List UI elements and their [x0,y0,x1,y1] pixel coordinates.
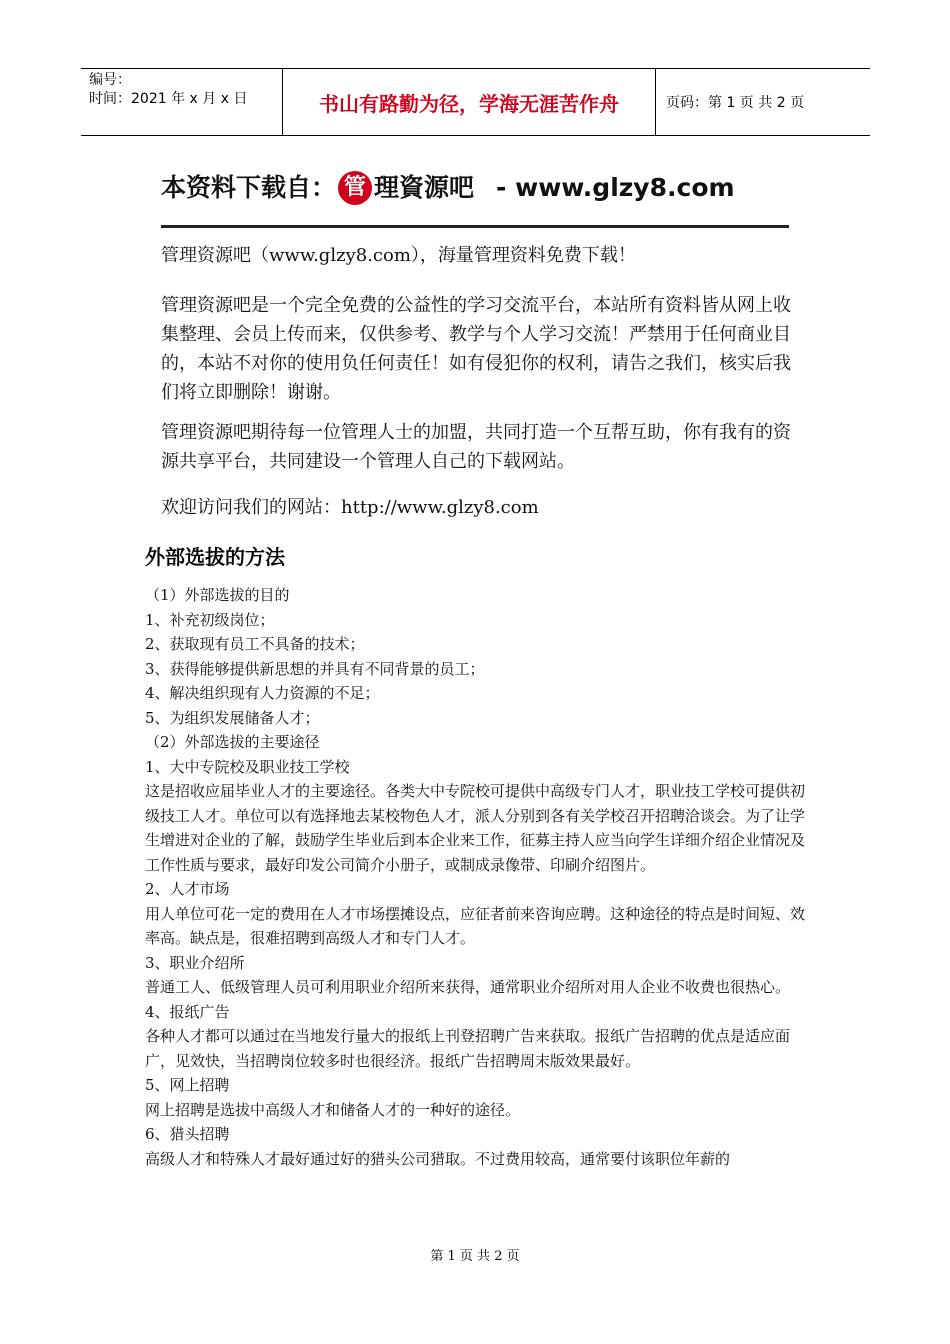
body-line: 这是招收应届毕业人才的主要途径。各类大中专院校可提供中高级专门人才，职业技工学校可提供初级技工人才。单位可以有选择地去某校物色人才，派人分别到各有关学校召开招聘洽谈会。为了让学生增进对企业的了解，鼓励学生毕业后到本企业来工作，征募主持人应当向学生详细介绍企业情况及工作性质与要求，最好印发公司简介小册子，或制成录像带、印刷介绍图片。 [145,782,806,874]
intro-paragraph-2: 管理资源吧是一个完全免费的公益性的学习交流平台，本站所有资料皆从网上收集整理、会员上传而来，仅供参考、教学与个人学习交流！严禁用于任何商业目的，本站不对你的使用负任何责任！如有侵犯你的权利，请告之我们，核实后我们将立即删除！谢谢。 [161,295,791,403]
site-logo-icon: 管 [338,171,372,205]
page-info: 页码：第 1 页 共 2 页 [666,95,805,111]
body-line: 1、大中专院校及职业技工学校 [145,757,350,776]
body-line: 4、报纸广告 [145,1002,230,1021]
banner-url: - www.glzy8.com [496,173,735,202]
body-line: 5、为组织发展储备人才； [145,708,320,727]
body-line: 各种人才都可以通过在当地发行量大的报纸上刊登招聘广告来获取。报纸广告招聘的优点是适应面广，见效快，当招聘岗位较多时也很经济。报纸广告招聘周末版效果最好。 [145,1027,791,1070]
number-label: 编号： [89,72,131,88]
body-line: 用人单位可花一定的费用在人才市场摆摊设点，应征者前来咨询应聘。这种途径的特点是时间短、效率高。缺点是，很难招聘到高级人才和专门人才。 [145,904,806,947]
intro-paragraph-1: 管理资源吧（www.glzy8.com），海量管理资料免费下载！ [161,245,636,266]
document-body [145,583,815,1171]
banner-site-name: 理資源吧 [374,173,475,202]
body-line: （1）外部选拔的目的 [145,586,290,604]
body-line: 5、网上招聘 [145,1076,230,1094]
body-line: 2、人才市场 [145,880,230,898]
header-meta [81,69,283,135]
time-label: 时间：2021 年 x 月 x 日 [89,91,248,107]
body-line: 6、猎头招聘 [145,1125,230,1143]
header-motto-cell [283,69,656,135]
body-line: 1、补充初级岗位； [145,610,275,629]
body-line: （2）外部选拔的主要途径 [145,733,320,751]
document-title: 外部选拔的方法 [145,545,285,569]
banner-prefix: 本资料下载自： [161,173,337,202]
page-footer: 第 1 页 共 2 页 [430,1249,520,1264]
header-table [81,68,870,136]
body-line: 4、解决组织现有人力资源的不足； [145,684,380,702]
intro-paragraph-4: 欢迎访问我们的网站：http://www.glzy8.com [161,497,539,518]
body-line: 网上招聘是选拔中高级人才和储备人才的一种好的途径。 [145,1100,521,1119]
body-line: 3、获得能够提供新思想的并具有不同背景的员工； [145,659,485,678]
motto: 书山有路勤为径，学海无涯苦作舟 [319,91,619,116]
intro-paragraph-3: 管理资源吧期待每一位管理人士的加盟，共同打造一个互帮互助，你有我有的资源共享平台，共同建设一个管理人自己的下载网站。 [161,422,791,472]
download-banner [161,168,789,228]
body-line: 3、职业介绍所 [145,953,245,972]
body-line: 2、获取现有员工不具备的技术； [145,635,365,653]
body-line: 普通工人、低级管理人员可利用职业介绍所来获得，通常职业介绍所对用人企业不收费也很热心。 [145,978,791,996]
body-line: 高级人才和特殊人才最好通过好的猎头公司猎取。不过费用较高，通常要付该职位年薪的 [145,1149,731,1168]
